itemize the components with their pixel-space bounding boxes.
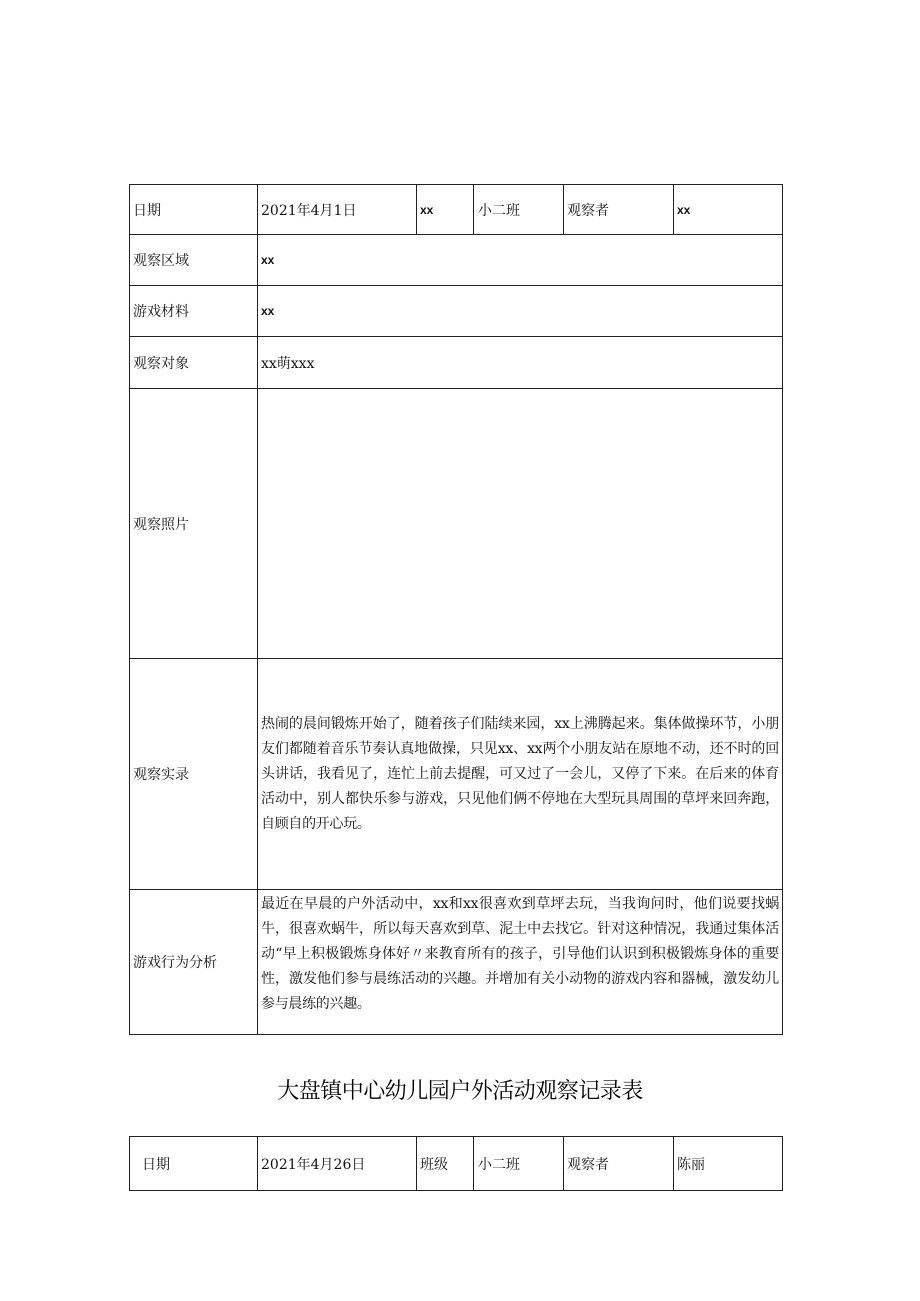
area-label: 观察区域 <box>130 235 258 286</box>
observer-value: xx <box>674 185 783 235</box>
analysis-text: 最近在早晨的户外活动中，xx和xx很喜欢到草坪去玩，当我询问时，他们说要找蜗牛，很喜欢蜗牛，所以每天喜欢到草、泥土中去找它。针对这种情况，我通过集体活动“早上积极锻炼身体好〃来教育所有的孩子，引导他们认识到积极锻炼身体的重要性，激发他们参与晨练活动的兴趣。并增加有关小动物的游戏内容和器械，激发幼儿参与晨练的兴趣。 <box>258 890 783 1035</box>
notes-text: 热闹的晨间锻炼开始了，随着孩子们陆续来园，xx上沸腾起来。集体做操环节，小朋友们都随着音乐节奏认真地做操，只见xx、xx两个小朋友站在原地不动，还不时的回头讲话，我看见了，连忙上前去提醒，可又过了一会儿，又停了下来。在后来的体育活动中，别人都快乐参与游戏，只见他们俩不停地在大型玩具周围的草坪来回奔跑，自顾自的开心玩。 <box>258 659 783 890</box>
date-label: 日期 <box>130 185 258 235</box>
class-value: 小二班 <box>474 185 564 235</box>
class-label: 班级 <box>417 1137 474 1191</box>
materials-value: xx <box>258 286 783 337</box>
materials-label: 游戏材料 <box>130 286 258 337</box>
table-row <box>130 235 783 286</box>
photo-label: 观察照片 <box>130 389 258 659</box>
table-row <box>130 286 783 337</box>
date-value: 2021年4月1日 <box>258 185 417 235</box>
area-value: xx <box>258 235 783 286</box>
table-row <box>130 337 783 389</box>
date-value: 2021年4月26日 <box>258 1137 417 1191</box>
table-row <box>130 659 783 890</box>
date-label: 日期 <box>130 1137 258 1191</box>
notes-label: 观察实录 <box>130 659 258 890</box>
form-title: 大盘镇中心幼儿园户外活动观察记录表 <box>277 1079 643 1104</box>
table-row <box>130 1137 783 1191</box>
subject-label: 观察对象 <box>130 337 258 389</box>
table-row <box>130 890 783 1035</box>
photo-area <box>258 389 783 659</box>
analysis-label: 游戏行为分析 <box>130 890 258 1035</box>
observer-label: 观察者 <box>564 1137 674 1191</box>
table-row <box>130 185 783 235</box>
class-value: 小二班 <box>474 1137 564 1191</box>
subject-value: xx萌xxx <box>258 337 783 389</box>
observation-record-table-1 <box>129 184 783 1035</box>
table-row <box>130 389 783 659</box>
class-label: xx <box>417 185 474 235</box>
observer-value: 陈丽 <box>674 1137 783 1191</box>
observer-label: 观察者 <box>564 185 674 235</box>
observation-record-table-2 <box>129 1136 783 1191</box>
